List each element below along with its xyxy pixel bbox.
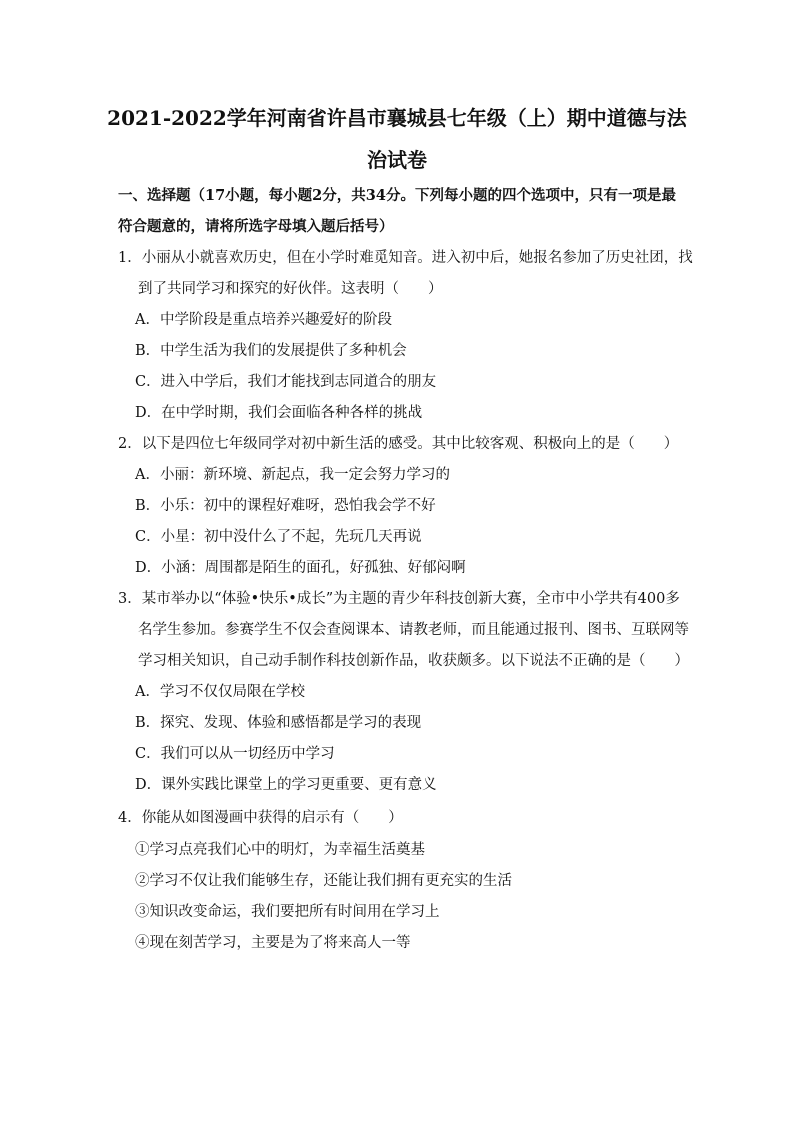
question-2-option-d: D．小涵：周围都是陌生的面孔，好孤独、好郁闷啊 [135,560,466,576]
question-1-stem-line-1: 1．小丽从小就喜欢历史，但在小学时难觅知音。进入初中后，她报名参加了历史社团，找 [118,250,693,266]
question-3-option-d: D．课外实践比课堂上的学习更重要、更有意义 [135,777,437,793]
question-2-option-b: B．小乐：初中的课程好难呀，恐怕我会学不好 [135,498,436,514]
question-3-option-c: C．我们可以从一切经历中学习 [135,746,335,762]
question-2-option-c: C．小星：初中没什么了不起，先玩几天再说 [135,529,422,545]
exam-title-line-1: 2021-2022学年河南省许昌市襄城县七年级（上）期中道德与法 [107,106,687,130]
question-3-stem-line-1: 3．某市举办以“体验•快乐•成长”为主题的青少年科技创新大赛，全市中小学共有400多 [118,591,680,607]
question-3-option-b: B．探究、发现、体验和感悟都是学习的表现 [135,715,422,731]
question-1-option-a: A．中学阶段是重点培养兴趣爱好的阶段 [135,312,392,328]
question-3-option-a: A．学习不仅仅局限在学校 [135,684,305,700]
question-2-stem-line-1: 2．以下是四位七年级同学对初中新生活的感受。其中比较客观、积极向上的是（ ） [118,436,679,452]
question-4-statement-3: ③知识改变命运，我们要把所有时间用在学习上 [135,904,440,920]
question-4-statement-1: ①学习点亮我们心中的明灯，为幸福生活奠基 [135,842,425,858]
section-heading: 一、选择题（17小题，每小题2分，共34分。下列每小题的四个选项中，只有一项是最符合题意的，请将所选字母填入题后括号） [118,187,676,235]
question-1-option-c: C．进入中学后，我们才能找到志同道合的朋友 [135,374,437,390]
question-4-statement-4: ④现在刻苦学习，主要是为了将来高人一等 [135,935,411,951]
question-4-stem-line-1: 4．你能从如图漫画中获得的启示有（ ） [118,810,403,826]
question-3-stem-line-2: 名学生参加。参赛学生不仅会查阅课本、请教老师，而且能通过报刊、图书、互联网等 [138,622,689,638]
question-3-stem-line-3: 学习相关知识，自己动手制作科技创新作品，收获颇多。以下说法不正确的是（ ） [138,653,689,669]
question-1-option-d: D．在中学时期，我们会面临各种各样的挑战 [135,405,423,421]
exam-title-line-2: 治试卷 [367,148,427,172]
question-1-option-b: B．中学生活为我们的发展提供了多种机会 [135,343,407,359]
question-4-statement-2: ②学习不仅让我们能够生存，还能让我们拥有更充实的生活 [135,873,512,889]
question-1-stem-line-2: 到了共同学习和探究的好伙伴。这表明（ ） [138,281,443,297]
question-2-option-a: A．小丽：新环境、新起点，我一定会努力学习的 [135,467,450,483]
